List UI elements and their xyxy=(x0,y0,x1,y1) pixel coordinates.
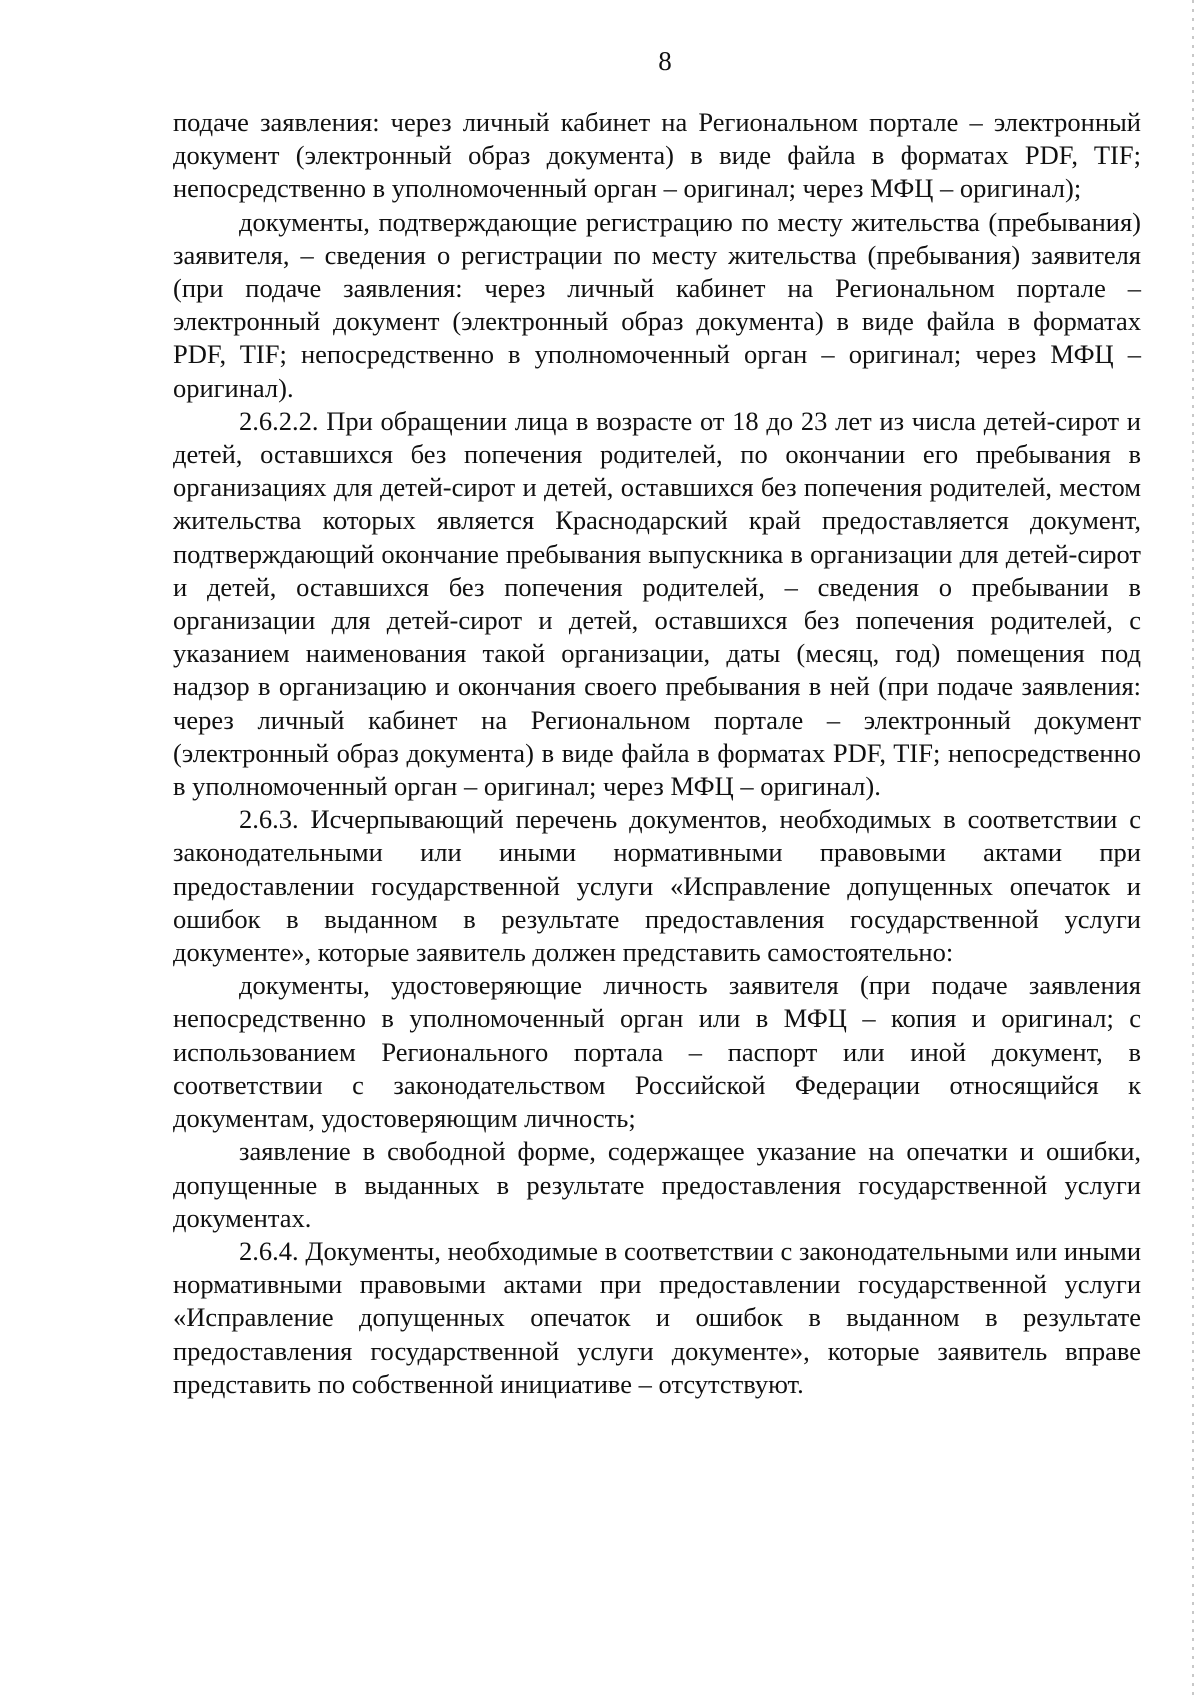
paragraph-2-6-4: 2.6.4. Документы, необходимые в соответствии с законодательными или иными нормативными правовыми актами при предоставлении государственной услуги «Исправление допущенных опечаток и ошибок в выданном в результате предоставления государственной услуги документе», которые заявитель вправе представить по собственной инициативе – отсутствуют. xyxy=(173,1235,1141,1399)
paragraph-application-form: заявление в свободной форме, содержащее указание на опечатки и ошибки, допущенные в выданных в результате предоставления государственной услуги документах. xyxy=(173,1136,1141,1233)
paragraph-2-6-2-2: 2.6.2.2. При обращении лица в возрасте от 18 до 23 лет из числа детей-сирот и детей, оставшихся без попечения родителей, по окончании его пребывания в организациях для детей-сирот и детей, оставшихся без попечения родителей, местом жительства которых является Краснодарский край предоставляется документ, подтверждающий окончание пребывания выпускника в организации для детей-сирот и детей, оставшихся без попечения родителей, – сведения о пребывании в организации для детей-сирот и детей, оставшихся без попечения родителей, с указанием наименования такой организации, даты (месяц, год) помещения под надзор в организацию и окончания своего пребывания в ней (при подаче заявления: через личный кабинет на Региональном портале – электронный документ (электронный образ документа) в виде файла в форматах PDF, TIF; непосредственно в уполномоченный орган – оригинал; через МФЦ – оригинал). xyxy=(173,405,1141,802)
page-number: 8 xyxy=(658,46,672,76)
scan-edge-artifact xyxy=(1192,0,1194,1697)
document-body xyxy=(173,106,1141,1401)
paragraph-2-6-3: 2.6.3. Исчерпывающий перечень документов, необходимых в соответствии с законодательными или иными нормативными правовыми актами при предоставлении государственной услуги «Исправление допущенных опечаток и ошибок в выданном в результате предоставления государственной услуги документе», которые заявитель должен представить самостоятельно: xyxy=(173,804,1141,968)
paragraph-continuation: подаче заявления: через личный кабинет на Региональном портале – электронный документ (электронный образ документа) в виде файла в форматах PDF, TIF; непосредственно в уполномоченный орган – оригинал; через МФЦ – оригинал); xyxy=(173,107,1141,204)
paragraph-residence-documents: документы, подтверждающие регистрацию по месту жительства (пребывания) заявителя, – сведения о регистрации по месту жительства (пребывания) заявителя (при подаче заявления: через личный кабинет на Региональном портале – электронный документ (электронный образ документа) в виде файла в форматах PDF, TIF; непосредственно в уполномоченный орган – оригинал; через МФЦ – оригинал). xyxy=(173,206,1141,403)
paragraph-identity-documents: документы, удостоверяющие личность заявителя (при подаче заявления непосредственно в уполномоченный орган или в МФЦ – копия и оригинал; с использованием Регионального портала – паспорт или иной документ, в соответствии с законодательством Российской Федерации относящийся к документам, удостоверяющим личность; xyxy=(173,970,1141,1134)
